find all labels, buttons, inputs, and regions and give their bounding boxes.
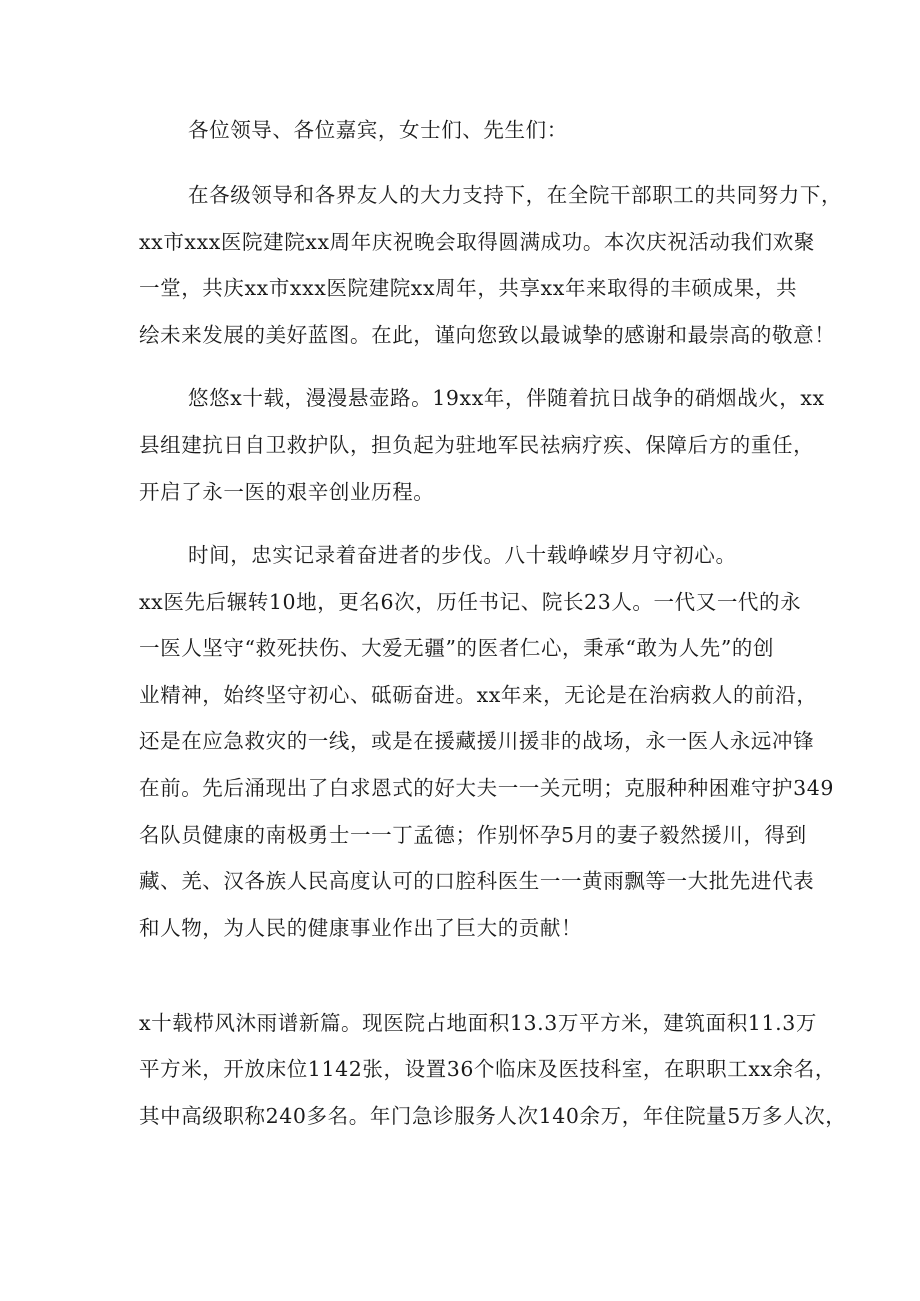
- paragraph-4-line-1: x十载栉风沐雨谱新篇。现医院占地面积13.3万平方米，建筑面积11.3万: [139, 1011, 817, 1035]
- paragraph-3-line-5: 还是在应急救灾的一线，或是在援藏援川援非的战场，永一医人永远冲锋: [139, 729, 815, 753]
- paragraph-2-line-2: 县组建抗日自卫救护队，担负起为驻地军民祛病疗疾、保障后方的重任，: [139, 433, 815, 457]
- paragraph-3-line-2: xx医先后辗转10地，更名6次，历任书记、院长23人。一代又一代的永: [139, 590, 802, 614]
- paragraph-3-line-9: 和人物，为人民的健康事业作出了巨大的贡献！: [139, 916, 583, 940]
- paragraph-1-line-2: xx市xxx医院建院xx周年庆祝晚会取得圆满成功。本次庆祝活动我们欢聚: [139, 230, 815, 254]
- paragraph-2-line-1: 悠悠x十载，漫漫悬壶路。19xx年，伴随着抗日战争的硝烟战火，xx: [188, 386, 825, 410]
- paragraph-1-line-3: 一堂，共庆xx市xxx医院建院xx周年，共享xx年来取得的丰硕成果，共: [139, 276, 798, 300]
- paragraph-3-line-3: 一医人坚守“救死扶伤、大爱无疆”的医者仁心，秉承“敢为人先”的创: [139, 636, 775, 660]
- paragraph-3-line-7: 名队员健康的南极勇士一一丁孟德；作别怀孕5月的妻子毅然援川，得到: [139, 823, 807, 847]
- paragraph-3-line-4: 业精神，始终坚守初心、砥砺奋进。xx年来，无论是在治病救人的前沿，: [139, 683, 818, 707]
- paragraph-3-line-8: 藏、羌、汉各族人民高度认可的口腔科医生一一黄雨飘等一大批先进代表: [139, 869, 815, 893]
- paragraph-2-line-3: 开启了永一医的艰辛创业历程。: [139, 480, 435, 504]
- salutation: 各位领导、各位嘉宾，女士们、先生们：: [188, 118, 568, 142]
- paragraph-1-line-4: 绘未来发展的美好蓝图。在此，谨向您致以最诚挚的感谢和最崇高的敬意！: [139, 323, 836, 347]
- paragraph-3-line-6: 在前。先后涌现出了白求恩式的好大夫一一关元明；克服种种困难守护349: [139, 776, 835, 800]
- paragraph-1-line-1: 在各级领导和各界友人的大力支持下，在全院干部职工的共同努力下，: [188, 183, 843, 207]
- paragraph-4-line-2: 平方米，开放床位1142张，设置36个临床及医技科室，在职职工xx余名，: [139, 1057, 836, 1081]
- paragraph-3-line-1: 时间，忠实记录着奋进者的步伐。八十载峥嵘岁月守初心。: [188, 543, 737, 567]
- paragraph-4-line-3: 其中高级职称240多名。年门急诊服务人次140余万，年住院量5万多人次，: [139, 1104, 847, 1128]
